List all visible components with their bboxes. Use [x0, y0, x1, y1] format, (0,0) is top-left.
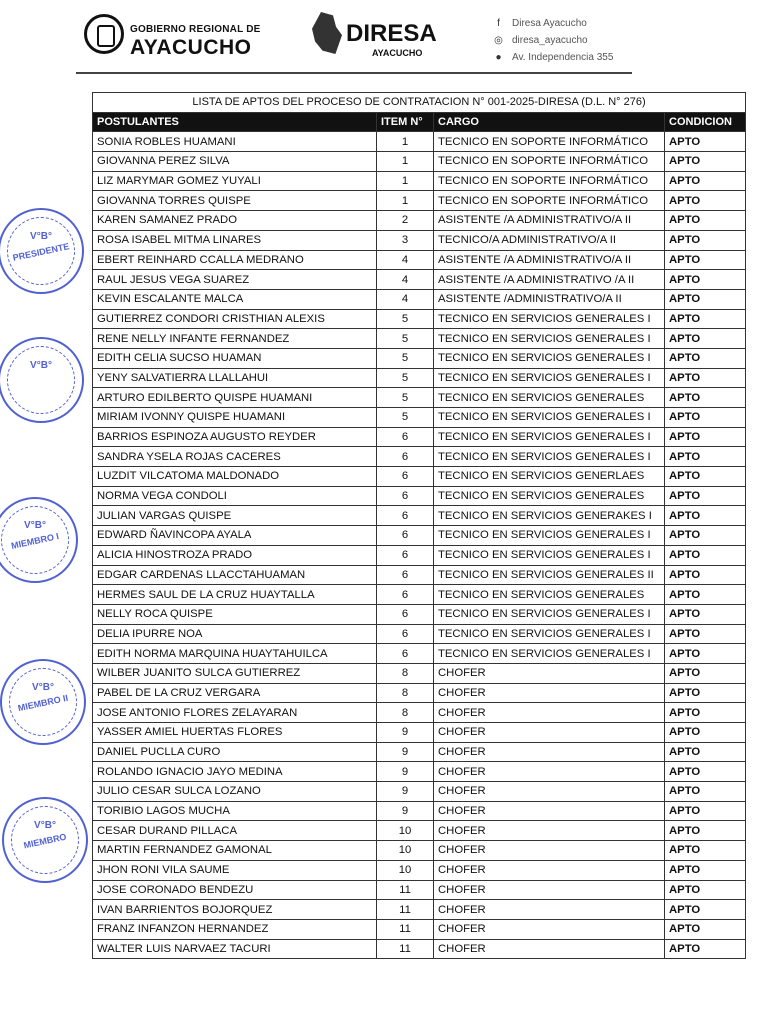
table-row — [93, 171, 746, 191]
cell-cargo: CHOFER — [434, 821, 665, 841]
cell-postulante: JULIAN VARGAS QUISPE — [93, 506, 377, 526]
cell-item: 11 — [377, 939, 434, 959]
cell-condicion: APTO — [665, 782, 746, 802]
cell-cargo: TECNICO EN SERVICIOS GENERALES I — [434, 624, 665, 644]
cell-condicion: APTO — [665, 289, 746, 309]
cell-postulante: ALICIA HINOSTROZA PRADO — [93, 545, 377, 565]
table-row — [93, 526, 746, 546]
table-row — [93, 821, 746, 841]
cell-condicion: APTO — [665, 368, 746, 388]
col-header-condicion: CONDICION — [665, 112, 746, 132]
cell-condicion: APTO — [665, 723, 746, 743]
cell-item: 5 — [377, 309, 434, 329]
cell-condicion: APTO — [665, 152, 746, 172]
stamp-miembro — [2, 797, 88, 883]
stamp-role: MIEMBRO I — [10, 530, 60, 551]
cell-condicion: APTO — [665, 191, 746, 211]
cell-postulante: GIOVANNA TORRES QUISPE — [93, 191, 377, 211]
cell-postulante: LUZDIT VILCATOMA MALDONADO — [93, 467, 377, 487]
cell-condicion: APTO — [665, 644, 746, 664]
location-pin-icon: ● — [495, 52, 502, 63]
col-header-item: ITEM N° — [377, 112, 434, 132]
cell-postulante: GIOVANNA PEREZ SILVA — [93, 152, 377, 172]
cell-item: 4 — [377, 270, 434, 290]
table-row — [93, 132, 746, 152]
cell-postulante: CESAR DURAND PILLACA — [93, 821, 377, 841]
stamp-mark: V°B° — [34, 819, 56, 831]
cell-cargo: ASISTENTE /A ADMINISTRATIVO /A II — [434, 270, 665, 290]
table-row — [93, 486, 746, 506]
gob-line1: GOBIERNO REGIONAL DE — [130, 24, 261, 35]
ayacucho-map-icon — [312, 12, 342, 54]
cell-item: 4 — [377, 250, 434, 270]
cell-postulante: JOSE ANTONIO FLORES ZELAYARAN — [93, 703, 377, 723]
cell-item: 6 — [377, 467, 434, 487]
cell-postulante: FRANZ INFANZON HERNANDEZ — [93, 919, 377, 939]
cell-condicion: APTO — [665, 171, 746, 191]
cell-condicion: APTO — [665, 762, 746, 782]
table-row — [93, 565, 746, 585]
cell-cargo: CHOFER — [434, 683, 665, 703]
cell-condicion: APTO — [665, 309, 746, 329]
table-row — [93, 663, 746, 683]
table-row — [93, 388, 746, 408]
table-row — [93, 782, 746, 802]
facebook-text: Diresa Ayacucho — [512, 18, 587, 29]
cell-item: 6 — [377, 565, 434, 585]
table-body — [93, 132, 746, 959]
cell-condicion: APTO — [665, 860, 746, 880]
cell-item: 9 — [377, 742, 434, 762]
table-row — [93, 408, 746, 428]
cell-cargo: TECNICO EN SERVICIOS GENERAKES I — [434, 506, 665, 526]
stamp-mark: V°B° — [30, 359, 52, 371]
cell-condicion: APTO — [665, 683, 746, 703]
cell-cargo: CHOFER — [434, 939, 665, 959]
cell-item: 8 — [377, 683, 434, 703]
cell-postulante: ROLANDO IGNACIO JAYO MEDINA — [93, 762, 377, 782]
col-header-postulantes: POSTULANTES — [93, 112, 377, 132]
cell-condicion: APTO — [665, 624, 746, 644]
cell-cargo: CHOFER — [434, 900, 665, 920]
diresa-sub: AYACUCHO — [372, 48, 423, 58]
cell-item: 6 — [377, 644, 434, 664]
cell-item: 6 — [377, 506, 434, 526]
cell-postulante: ROSA ISABEL MITMA LINARES — [93, 230, 377, 250]
cell-condicion: APTO — [665, 703, 746, 723]
cell-item: 9 — [377, 762, 434, 782]
cell-condicion: APTO — [665, 742, 746, 762]
cell-postulante: KAREN SAMANEZ PRADO — [93, 211, 377, 231]
cell-item: 1 — [377, 152, 434, 172]
cell-condicion: APTO — [665, 821, 746, 841]
cell-item: 6 — [377, 545, 434, 565]
cell-postulante: MARTIN FERNANDEZ GAMONAL — [93, 841, 377, 861]
cell-condicion: APTO — [665, 329, 746, 349]
cell-postulante: SONIA ROBLES HUAMANI — [93, 132, 377, 152]
stamp-miembro-ii — [0, 659, 86, 745]
cell-postulante: RAUL JESUS VEGA SUAREZ — [93, 270, 377, 290]
stamp-role: PRESIDENTE — [11, 241, 71, 263]
cell-condicion: APTO — [665, 132, 746, 152]
cell-item: 1 — [377, 132, 434, 152]
cell-item: 11 — [377, 919, 434, 939]
cell-condicion: APTO — [665, 408, 746, 428]
table-row — [93, 900, 746, 920]
cell-cargo: TECNICO EN SERVICIOS GENERALES I — [434, 329, 665, 349]
cell-item: 5 — [377, 408, 434, 428]
cell-item: 9 — [377, 801, 434, 821]
cell-condicion: APTO — [665, 801, 746, 821]
cell-item: 5 — [377, 348, 434, 368]
table-row — [93, 368, 746, 388]
cell-cargo: ASISTENTE /A ADMINISTRATIVO/A II — [434, 211, 665, 231]
cell-cargo: CHOFER — [434, 782, 665, 802]
cell-condicion: APTO — [665, 486, 746, 506]
cell-postulante: NELLY ROCA QUISPE — [93, 604, 377, 624]
table-row — [93, 329, 746, 349]
table-row — [93, 309, 746, 329]
cell-postulante: ARTURO EDILBERTO QUISPE HUAMANI — [93, 388, 377, 408]
table-row — [93, 683, 746, 703]
cell-postulante: EDITH NORMA MARQUINA HUAYTAHUILCA — [93, 644, 377, 664]
cell-condicion: APTO — [665, 447, 746, 467]
cell-cargo: CHOFER — [434, 841, 665, 861]
cell-postulante: NORMA VEGA CONDOLI — [93, 486, 377, 506]
cell-cargo: TECNICO EN SERVICIOS GENERALES I — [434, 427, 665, 447]
cell-condicion: APTO — [665, 919, 746, 939]
cell-cargo: CHOFER — [434, 742, 665, 762]
cell-condicion: APTO — [665, 506, 746, 526]
cell-condicion: APTO — [665, 585, 746, 605]
cell-item: 5 — [377, 329, 434, 349]
cell-item: 8 — [377, 703, 434, 723]
cell-item: 10 — [377, 860, 434, 880]
table-row — [93, 801, 746, 821]
gob-line2: AYACUCHO — [130, 36, 252, 59]
contact-address — [493, 49, 663, 66]
cell-cargo: TECNICO EN SERVICIOS GENERALES I — [434, 447, 665, 467]
cell-condicion: APTO — [665, 565, 746, 585]
table-title: LISTA DE APTOS DEL PROCESO DE CONTRATACION N° 001-2025-DIRESA (D.L. N° 276) — [93, 93, 746, 113]
stamp-mark: V°B° — [30, 230, 52, 242]
cell-postulante: EDGAR CARDENAS LLACCTAHUAMAN — [93, 565, 377, 585]
table-row — [93, 742, 746, 762]
cell-cargo: TECNICO EN SERVICIOS GENERALES I — [434, 309, 665, 329]
table-row — [93, 467, 746, 487]
cell-condicion: APTO — [665, 939, 746, 959]
regional-seal-icon — [84, 14, 124, 54]
cell-cargo: TECNICO/A ADMINISTRATIVO/A II — [434, 230, 665, 250]
table-row — [93, 860, 746, 880]
contact-block — [493, 15, 663, 66]
cell-item: 11 — [377, 880, 434, 900]
cell-cargo: CHOFER — [434, 703, 665, 723]
header-divider — [76, 72, 632, 74]
table-row — [93, 723, 746, 743]
cell-condicion: APTO — [665, 250, 746, 270]
diresa-logo — [312, 12, 442, 62]
cell-postulante: TORIBIO LAGOS MUCHA — [93, 801, 377, 821]
cell-item: 3 — [377, 230, 434, 250]
contact-facebook — [493, 15, 663, 32]
cell-condicion: APTO — [665, 211, 746, 231]
cell-postulante: JHON RONI VILA SAUME — [93, 860, 377, 880]
table-row — [93, 841, 746, 861]
cell-condicion: APTO — [665, 545, 746, 565]
stamp-vb — [0, 337, 84, 423]
cell-condicion: APTO — [665, 427, 746, 447]
cell-cargo: TECNICO EN SERVICIOS GENERALES I — [434, 545, 665, 565]
cell-postulante: DELIA IPURRE NOA — [93, 624, 377, 644]
cell-item: 5 — [377, 368, 434, 388]
cell-cargo: TECNICO EN SOPORTE INFORMÁTICO — [434, 191, 665, 211]
cell-postulante: EBERT REINHARD CCALLA MEDRANO — [93, 250, 377, 270]
cell-cargo: ASISTENTE /A ADMINISTRATIVO/A II — [434, 250, 665, 270]
cell-postulante: YENY SALVATIERRA LLALLAHUI — [93, 368, 377, 388]
cell-postulante: LIZ MARYMAR GOMEZ YUYALI — [93, 171, 377, 191]
cell-condicion: APTO — [665, 230, 746, 250]
cell-condicion: APTO — [665, 348, 746, 368]
cell-cargo: CHOFER — [434, 880, 665, 900]
aptos-table — [92, 92, 746, 959]
cell-postulante: HERMES SAUL DE LA CRUZ HUAYTALLA — [93, 585, 377, 605]
cell-cargo: TECNICO EN SERVICIOS GENERALES I — [434, 408, 665, 428]
table-row — [93, 703, 746, 723]
cell-item: 6 — [377, 604, 434, 624]
cell-item: 8 — [377, 663, 434, 683]
cell-condicion: APTO — [665, 467, 746, 487]
stamp-mark: V°B° — [32, 681, 54, 693]
table-row — [93, 427, 746, 447]
cell-cargo: TECNICO EN SERVICIOS GENERALES I — [434, 526, 665, 546]
table-row — [93, 289, 746, 309]
cell-item: 6 — [377, 585, 434, 605]
gobierno-regional-logo — [84, 14, 264, 64]
cell-condicion: APTO — [665, 388, 746, 408]
table-row — [93, 604, 746, 624]
table-row — [93, 919, 746, 939]
table-row — [93, 230, 746, 250]
cell-cargo: TECNICO EN SOPORTE INFORMÁTICO — [434, 171, 665, 191]
table-row — [93, 348, 746, 368]
cell-postulante: BARRIOS ESPINOZA AUGUSTO REYDER — [93, 427, 377, 447]
cell-postulante: IVAN BARRIENTOS BOJORQUEZ — [93, 900, 377, 920]
cell-postulante: RENE NELLY INFANTE FERNANDEZ — [93, 329, 377, 349]
stamp-mark: V°B° — [24, 519, 46, 531]
cell-item: 6 — [377, 486, 434, 506]
table-row — [93, 506, 746, 526]
cell-postulante: GUTIERREZ CONDORI CRISTHIAN ALEXIS — [93, 309, 377, 329]
cell-condicion: APTO — [665, 841, 746, 861]
letterhead — [0, 0, 768, 80]
cell-cargo: CHOFER — [434, 860, 665, 880]
cell-cargo: TECNICO EN SOPORTE INFORMÁTICO — [434, 132, 665, 152]
cell-postulante: MIRIAM IVONNY QUISPE HUAMANI — [93, 408, 377, 428]
table-row — [93, 447, 746, 467]
cell-item: 9 — [377, 723, 434, 743]
cell-cargo: TECNICO EN SERVICIOS GENERALES I — [434, 368, 665, 388]
cell-item: 1 — [377, 191, 434, 211]
cell-cargo: TECNICO EN SERVICIOS GENERALES — [434, 585, 665, 605]
cell-cargo: CHOFER — [434, 663, 665, 683]
cell-item: 2 — [377, 211, 434, 231]
cell-cargo: CHOFER — [434, 801, 665, 821]
cell-postulante: EDITH CELIA SUCSO HUAMAN — [93, 348, 377, 368]
table-row — [93, 762, 746, 782]
cell-cargo: TECNICO EN SERVICIOS GENERALES I — [434, 604, 665, 624]
table-row — [93, 250, 746, 270]
cell-item: 6 — [377, 624, 434, 644]
cell-item: 6 — [377, 447, 434, 467]
stamp-miembro-i — [0, 497, 78, 583]
cell-postulante: SANDRA YSELA ROJAS CACERES — [93, 447, 377, 467]
instagram-text: diresa_ayacucho — [512, 35, 588, 46]
cell-cargo: CHOFER — [434, 762, 665, 782]
cell-condicion: APTO — [665, 604, 746, 624]
table-row — [93, 880, 746, 900]
cell-item: 9 — [377, 782, 434, 802]
cell-cargo: TECNICO EN SERVICIOS GENERALES — [434, 388, 665, 408]
table-row — [93, 585, 746, 605]
cell-cargo: TECNICO EN SERVICIOS GENERALES II — [434, 565, 665, 585]
cell-item: 6 — [377, 526, 434, 546]
cell-postulante: JULIO CESAR SULCA LOZANO — [93, 782, 377, 802]
table-row — [93, 270, 746, 290]
diresa-name: DIRESA — [346, 20, 437, 47]
table-row — [93, 191, 746, 211]
cell-condicion: APTO — [665, 663, 746, 683]
stamp-role: MIEMBRO — [22, 831, 68, 851]
cell-item: 11 — [377, 900, 434, 920]
address-text: Av. Independencia 355 — [512, 52, 614, 63]
table-row — [93, 152, 746, 172]
cell-postulante: EDWARD ÑAVINCOPA AYALA — [93, 526, 377, 546]
cell-cargo: ASISTENTE /ADMINISTRATIVO/A II — [434, 289, 665, 309]
cell-cargo: TECNICO EN SERVICIOS GENERALES — [434, 486, 665, 506]
table-row — [93, 939, 746, 959]
cell-condicion: APTO — [665, 270, 746, 290]
cell-condicion: APTO — [665, 526, 746, 546]
cell-postulante: JOSE CORONADO BENDEZU — [93, 880, 377, 900]
col-header-cargo: CARGO — [434, 112, 665, 132]
cell-cargo: TECNICO EN SERVICIOS GENERALES I — [434, 644, 665, 664]
cell-cargo: TECNICO EN SOPORTE INFORMÁTICO — [434, 152, 665, 172]
cell-cargo: CHOFER — [434, 919, 665, 939]
cell-condicion: APTO — [665, 880, 746, 900]
cell-cargo: TECNICO EN SERVICIOS GENERALES I — [434, 348, 665, 368]
cell-cargo: CHOFER — [434, 723, 665, 743]
cell-item: 6 — [377, 427, 434, 447]
cell-item: 1 — [377, 171, 434, 191]
stamp-presidente — [0, 208, 84, 294]
cell-postulante: PABEL DE LA CRUZ VERGARA — [93, 683, 377, 703]
cell-cargo: TECNICO EN SERVICIOS GENERLAES — [434, 467, 665, 487]
cell-postulante: YASSER AMIEL HUERTAS FLORES — [93, 723, 377, 743]
cell-postulante: WILBER JUANITO SULCA GUTIERREZ — [93, 663, 377, 683]
table-row — [93, 624, 746, 644]
cell-item: 10 — [377, 841, 434, 861]
cell-item: 5 — [377, 388, 434, 408]
table-row — [93, 644, 746, 664]
instagram-icon: ◎ — [494, 35, 503, 46]
cell-condicion: APTO — [665, 900, 746, 920]
table-row — [93, 211, 746, 231]
cell-item: 10 — [377, 821, 434, 841]
table-row — [93, 545, 746, 565]
cell-postulante: DANIEL PUCLLA CURO — [93, 742, 377, 762]
cell-item: 4 — [377, 289, 434, 309]
cell-postulante: WALTER LUIS NARVAEZ TACURI — [93, 939, 377, 959]
stamp-role: MIEMBRO II — [17, 692, 69, 714]
cell-postulante: KEVIN ESCALANTE MALCA — [93, 289, 377, 309]
facebook-icon: f — [497, 18, 500, 29]
contact-instagram — [493, 32, 663, 49]
